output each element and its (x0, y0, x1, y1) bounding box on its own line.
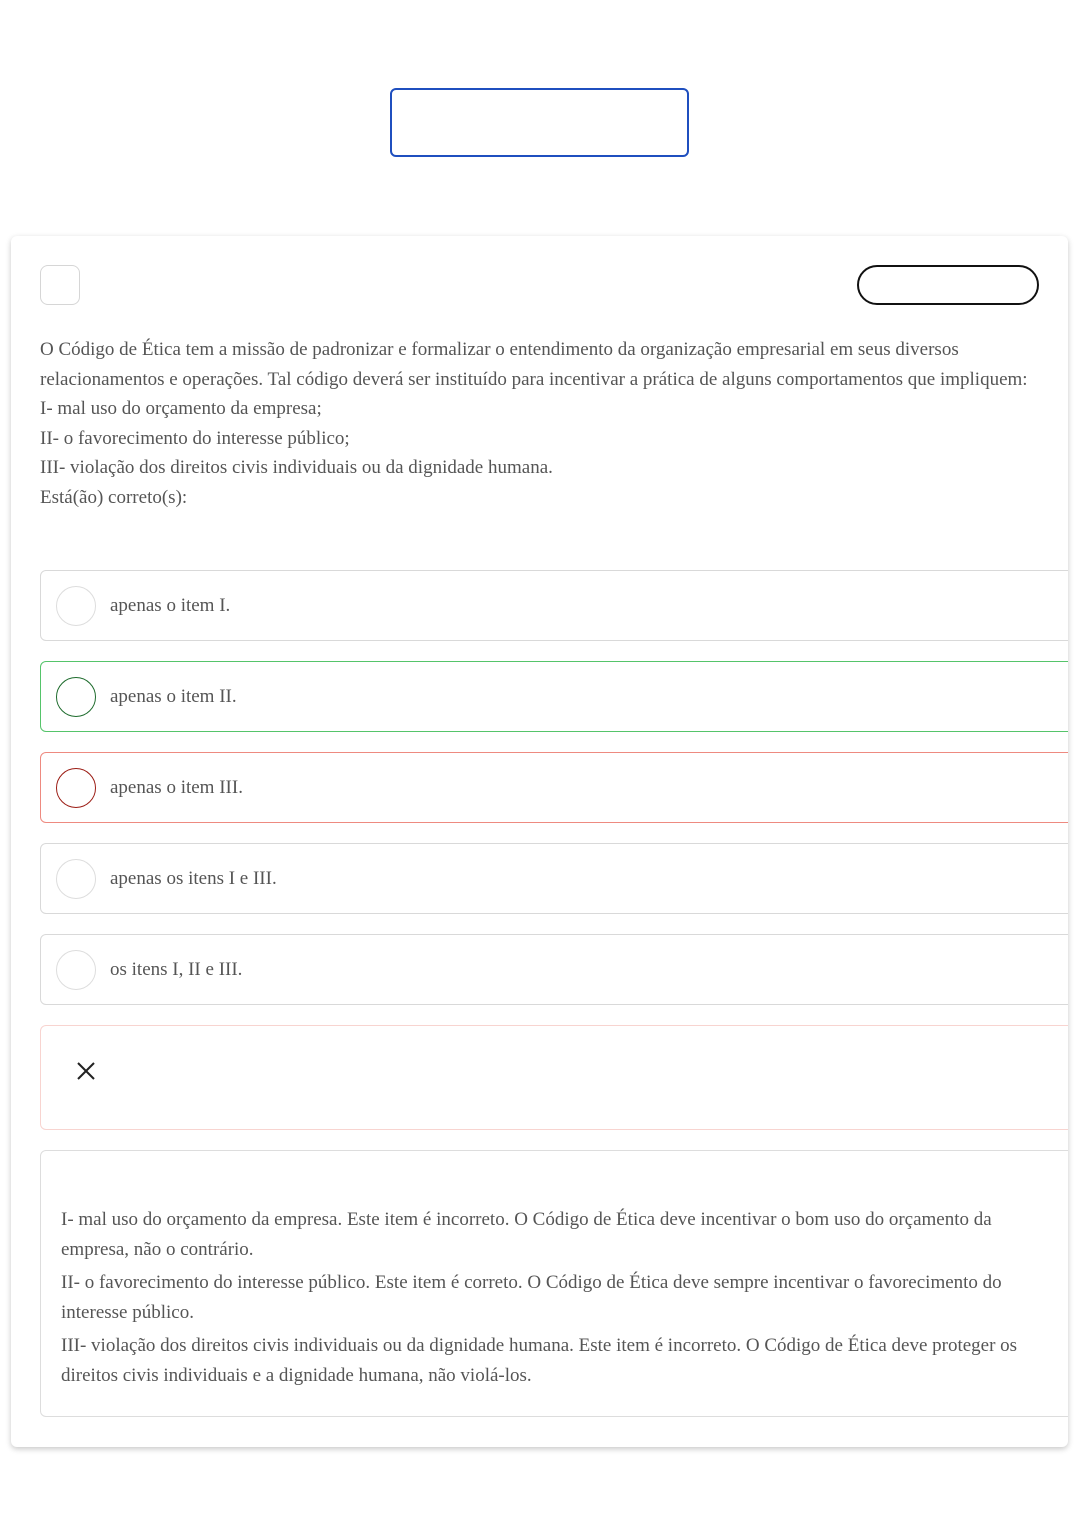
explanation-item-3: III- violação dos direitos civis individuais ou da dignidade humana. Este item é incorreto. O Código de Ética deve proteger os direitos civis individuais e a dignidade humana, não violá-los. (61, 1335, 1018, 1386)
option-label: os itens I, II e III. (110, 959, 243, 980)
radio-button[interactable] (56, 586, 96, 626)
option-label: apenas o item III. (110, 777, 243, 798)
option-b[interactable] (40, 661, 1068, 732)
option-e[interactable] (40, 934, 1068, 1005)
explanation-text (61, 1205, 1061, 1394)
question-card (11, 236, 1068, 1447)
question-item-3: III- violação dos direitos civis individuais ou da dignidade humana. (40, 457, 553, 478)
option-c[interactable] (40, 752, 1068, 823)
explanation-item-1: I- mal uso do orçamento da empresa. Este item é incorreto. O Código de Ética deve incentivar o bom uso do orçamento da empresa, não o contrário. (61, 1209, 992, 1260)
question-text (40, 335, 1030, 512)
explanation-item-2: II- o favorecimento do interesse público. Este item é correto. O Código de Ética deve sempre incentivar o favorecimento do interesse público. (61, 1272, 1002, 1323)
select-checkbox[interactable] (40, 265, 80, 305)
question-prompt: Está(ão) correto(s): (40, 486, 188, 508)
radio-button[interactable] (56, 950, 96, 990)
close-icon (75, 1060, 97, 1082)
radio-button[interactable] (56, 768, 96, 808)
question-item-1: I- mal uso do orçamento da empresa; (40, 398, 322, 419)
option-label: apenas o item II. (110, 686, 237, 707)
pill-button[interactable] (857, 265, 1039, 305)
top-button[interactable] (390, 88, 689, 157)
option-label: apenas o item I. (110, 595, 231, 616)
feedback-panel (40, 1025, 1068, 1130)
option-d[interactable] (40, 843, 1068, 914)
explanation-panel (40, 1150, 1068, 1417)
option-label: apenas os itens I e III. (110, 868, 277, 889)
option-a[interactable] (40, 570, 1068, 641)
radio-button[interactable] (56, 677, 96, 717)
question-intro: O Código de Ética tem a missão de padronizar e formalizar o entendimento da organização empresarial em seus diversos relacionamentos e operações. Tal código deverá ser instituído para incentivar a prática de alguns comportamentos que impliquem: (40, 339, 1028, 390)
question-item-2: II- o favorecimento do interesse público; (40, 427, 350, 449)
radio-button[interactable] (56, 859, 96, 899)
